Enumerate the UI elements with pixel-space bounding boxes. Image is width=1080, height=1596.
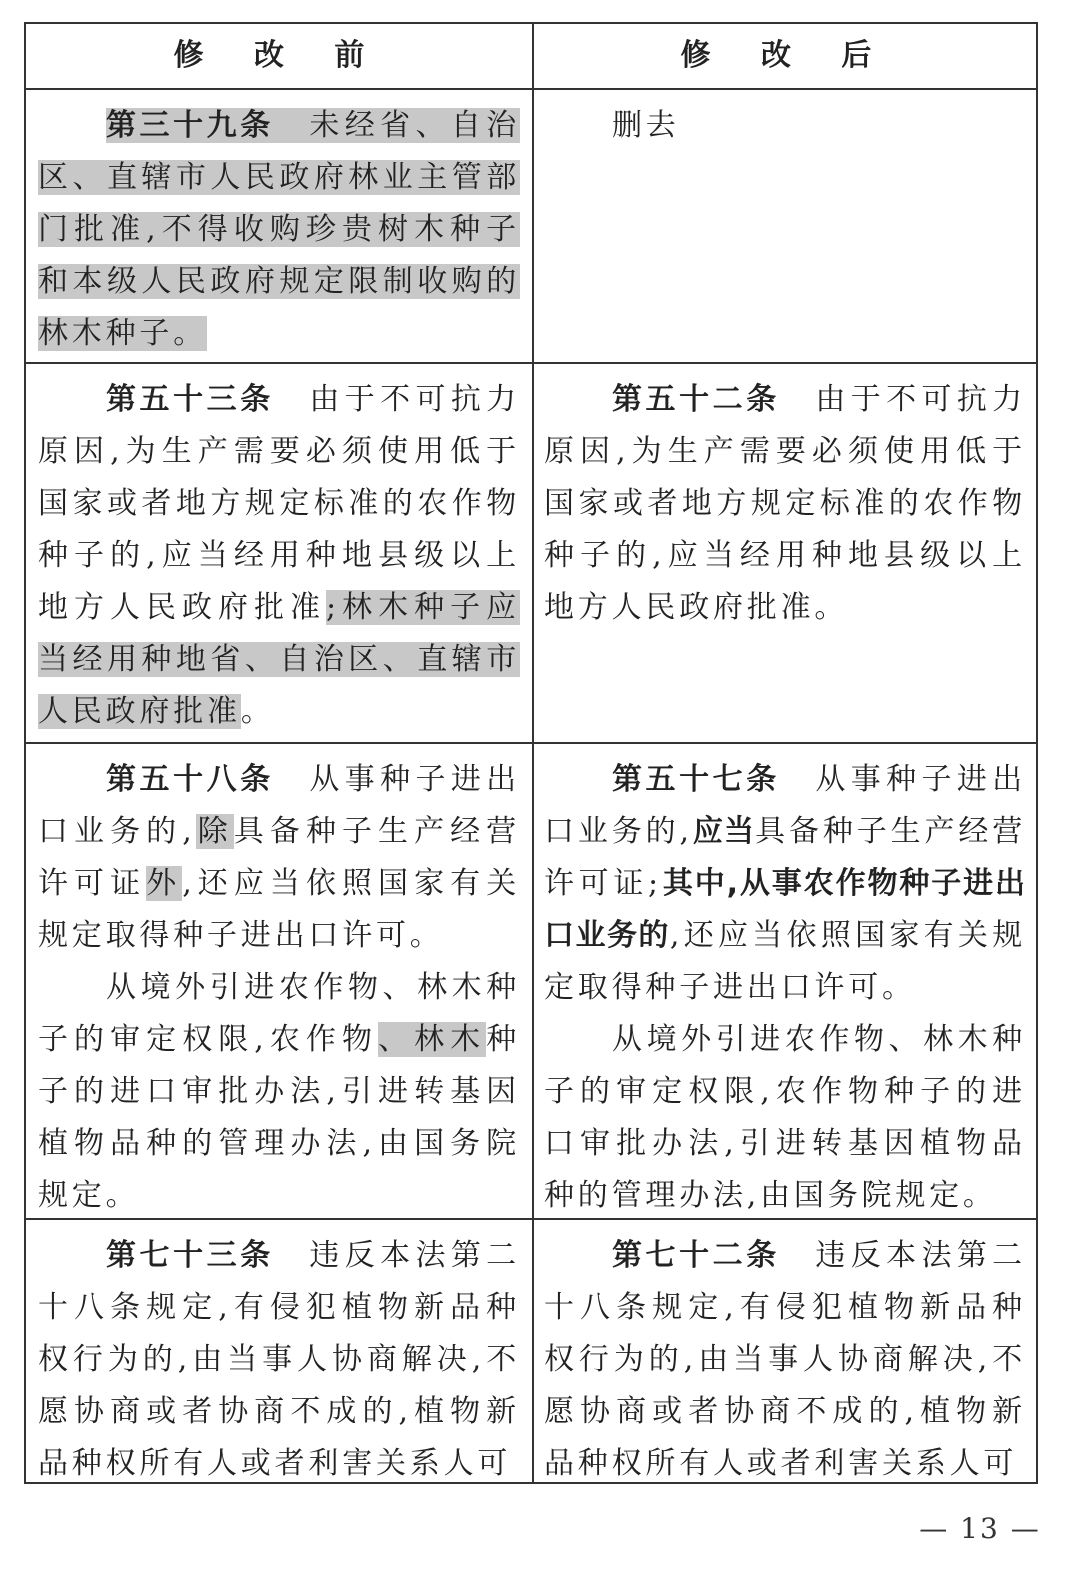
cell-after xyxy=(544,90,1026,152)
cell-before xyxy=(38,744,520,1222)
article-text: 种子的进口审批办法,引进转基因植物品种的管理办法,由国务院规定。 xyxy=(38,1022,520,1213)
table-row xyxy=(26,90,1036,364)
article-number: 第五十三条 xyxy=(106,382,274,417)
table-row xyxy=(26,744,1036,1220)
article-text: 违反本法第二十八条规定,有侵犯植物新品种权行为的,由当事人协商解决,不愿协商或者协商不成的,植物新品种权所有人或者利害关系人可 xyxy=(38,1238,520,1481)
added-text: 应当 xyxy=(692,814,756,849)
article-text: 从事种子进出口业务的, xyxy=(544,762,1026,849)
page-number: — 13 — xyxy=(919,1512,1041,1545)
article-text-end: 。 xyxy=(240,694,275,729)
article-text: 未经省、自治区、直辖市人民政府林业主管部门批准,不得收购珍贵树木种子和本级人民政府规定限制收购的林木种子。 xyxy=(38,108,520,351)
article-text: 从事种子进出口业务的, xyxy=(38,762,520,849)
highlighted-text: ;林木种子应当经用种地省、自治区、直辖市人民政府批准 xyxy=(38,590,520,729)
article-text: 由于不可抗力原因,为生产需要必须使用低于国家或者地方规定标准的农作物种子的,应当经用种地县级以上地方人民政府批准。 xyxy=(544,382,1026,625)
article-number: 第七十三条 xyxy=(106,1238,274,1273)
header-after: 修 改 后 xyxy=(680,38,892,73)
comparison-table xyxy=(24,22,1038,1484)
column-divider xyxy=(532,24,534,1482)
article-text: 从境外引进农作物、林木种子的审定权限,农作物种子的进口审批办法,引进转基因植物品种的管理办法,由国务院规定。 xyxy=(544,1022,1026,1213)
added-text: 其中,从事农作物种子进出口业务的 xyxy=(544,866,1026,953)
article-number: 第七十二条 xyxy=(612,1238,780,1273)
article-text: 由于不可抗力原因,为生产需要必须使用低于国家或者地方规定标准的农作物种子的,应当经用种地县级以上地方人民政府批准 xyxy=(38,382,520,625)
article-text: ,还应当依照国家有关规定取得种子进出口许可。 xyxy=(38,866,520,953)
table-row xyxy=(26,1220,1036,1482)
article-text: 具备种子生产经营许可证; xyxy=(544,814,1027,901)
cell-after xyxy=(544,364,1026,634)
cell-after xyxy=(544,744,1026,1222)
deleted-text: 删去 xyxy=(612,108,680,143)
table-header xyxy=(26,24,1036,90)
highlighted-text: 外 xyxy=(146,866,183,901)
cell-after xyxy=(544,1220,1026,1490)
article-number: 第三十九条 xyxy=(106,108,274,143)
cell-before xyxy=(38,90,520,360)
header-before: 修 改 前 xyxy=(173,38,385,73)
highlighted-text: 、林木 xyxy=(378,1022,487,1057)
article-number: 第五十二条 xyxy=(612,382,780,417)
article-text: 违反本法第二十八条规定,有侵犯植物新品种权行为的,由当事人协商解决,不愿协商或者协商不成的,植物新品种权所有人或者利害关系人可 xyxy=(544,1238,1026,1481)
article-text: 从境外引进农作物、林木种子的审定权限,农作物 xyxy=(38,970,520,1057)
article-number: 第五十七条 xyxy=(612,762,780,797)
highlighted-text: 除 xyxy=(195,814,234,849)
table-row xyxy=(26,364,1036,744)
cell-before xyxy=(38,1220,520,1490)
cell-before xyxy=(38,364,520,738)
article-text: ,还应当依照国家有关规定取得种子进出口许可。 xyxy=(544,918,1026,1005)
article-text: 具备种子生产经营许可证 xyxy=(38,814,520,901)
article-number: 第五十八条 xyxy=(106,762,274,797)
